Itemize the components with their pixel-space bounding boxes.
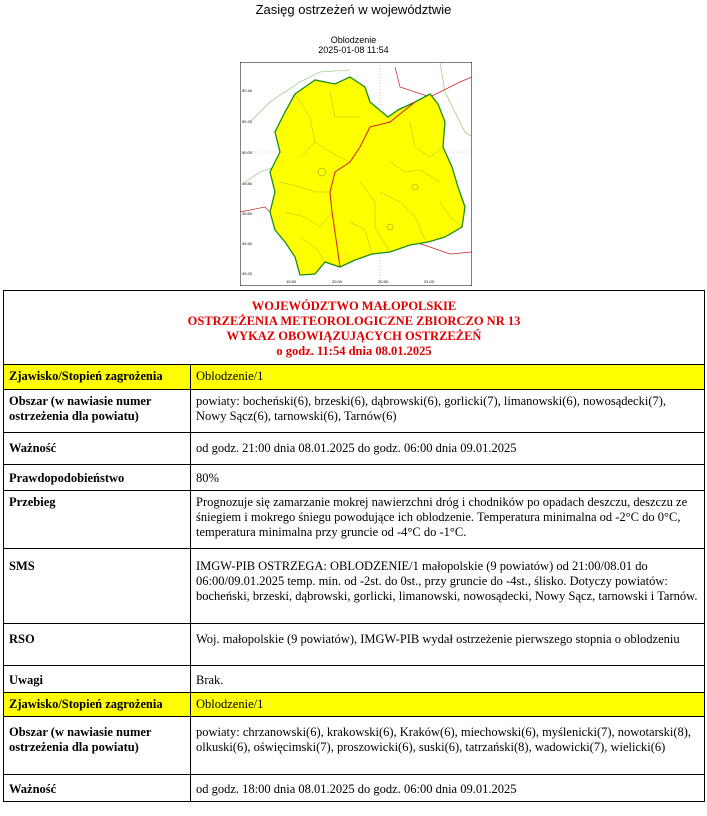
validity-value: od godz. 18:00 dnia 08.01.2025 do godz. 06:00 dnia 09.01.2025 — [191, 775, 705, 802]
lon-label: 20.50 — [378, 279, 389, 284]
page-title: Zasięg ostrzeżeń w województwie — [255, 2, 452, 17]
area-value: powiaty: bocheński(6), brzeski(6), dąbrowski(6), gorlicki(7), limanowski(6), nowosądecki(7), Nowy Sącz(6), tarnowski(6), Tarnów(6) — [191, 390, 705, 433]
course-label: Przebieg — [4, 491, 191, 549]
warnings-table — [3, 290, 705, 802]
lat-label: 49.60 — [242, 211, 253, 216]
probability-value: 80% — [191, 465, 705, 491]
phenomenon-label: Zjawisko/Stopień zagrożenia — [4, 693, 191, 717]
map-timestamp: 2025-01-08 11:54 — [318, 45, 389, 55]
sms-label: SMS — [4, 549, 191, 624]
validity-label: Ważność — [4, 433, 191, 465]
lat-label: 49.20 — [242, 271, 253, 276]
lat-label: 50.40 — [242, 88, 253, 93]
remarks-label: Uwagi — [4, 666, 191, 693]
area-label: Obszar (w nawiasie numer ostrzeżenia dla powiatu) — [4, 717, 191, 775]
warning-map — [240, 62, 472, 286]
area-label: Obszar (w nawiasie numer ostrzeżenia dla powiatu) — [4, 390, 191, 433]
lat-label: 50.00 — [242, 150, 253, 155]
remarks-value: Brak. — [191, 666, 705, 693]
header-line-4: o godz. 11:54 dnia 08.01.2025 — [276, 344, 432, 358]
header-line-2: OSTRZEŻENIA METEOROLOGICZNE ZBIORCZO NR 13 — [187, 314, 521, 328]
course-value: Prognozuje się zamarzanie mokrej nawierzchni dróg i chodników po opadach deszczu, deszczu ze śniegiem i mokrego śniegu powodujące ich oblodzenie. Temperatura minimalna od -2°C do 0°C, temperatura minimalna przy gruncie od -4°C do -1°C. — [191, 491, 705, 549]
phenomenon-value: Oblodzenie/1 — [191, 693, 705, 717]
rso-cell — [191, 624, 705, 666]
area-value: powiaty: chrzanowski(6), krakowski(6), Kraków(6), miechowski(6), myślenicki(7), nowotarski(8), olkuski(6), oświęcimski(7), proszowicki(6), suski(6), tatrzański(8), wadowicki(7), wielicki(6) — [191, 717, 705, 775]
header-line-3: WYKAZ OBOWIĄZUJĄCYCH OSTRZEŻEŃ — [226, 329, 482, 343]
sms-value: IMGW-PIB OSTRZEGA: OBLODZENIE/1 małopolskie (9 powiatów) od 21:00/08.01 do 06:00/09.01.2025 temp. min. od -2st. do 0st., przy gruncie do -4st., ślisko. Dotyczy powiatów: bocheński, brzeski, dąbrowski, gorlicki, limanowski, nowosądecki, Nowy Sącz, tarnowski i Tarnów. — [191, 549, 705, 624]
validity-value: od godz. 21:00 dnia 08.01.2025 do godz. 06:00 dnia 09.01.2025 — [191, 433, 705, 465]
map-phenomenon: Oblodzenie — [330, 35, 377, 45]
report-header — [4, 291, 705, 365]
lat-label: 49.40 — [242, 241, 253, 246]
rso-label: RSO — [4, 624, 191, 666]
validity-label: Ważność — [4, 775, 191, 802]
phenomenon-value: Oblodzenie/1 — [191, 365, 705, 390]
probability-label: Prawdopodobieństwo — [4, 465, 191, 491]
phenomenon-label: Zjawisko/Stopień zagrożenia — [4, 365, 191, 390]
lon-label: 20.00 — [332, 279, 343, 284]
lon-label: 19.50 — [286, 279, 297, 284]
lat-label: 50.20 — [242, 119, 253, 124]
header-line-1: WOJEWÓDZTWO MAŁOPOLSKIE — [251, 299, 457, 313]
lat-label: 49.80 — [242, 181, 253, 186]
rso-value: Woj. małopolskie (9 powiatów), IMGW-PIB wydał ostrzeżenie pierwszego stopnia o oblodzeniu — [196, 632, 680, 646]
lon-label: 21.00 — [424, 279, 435, 284]
